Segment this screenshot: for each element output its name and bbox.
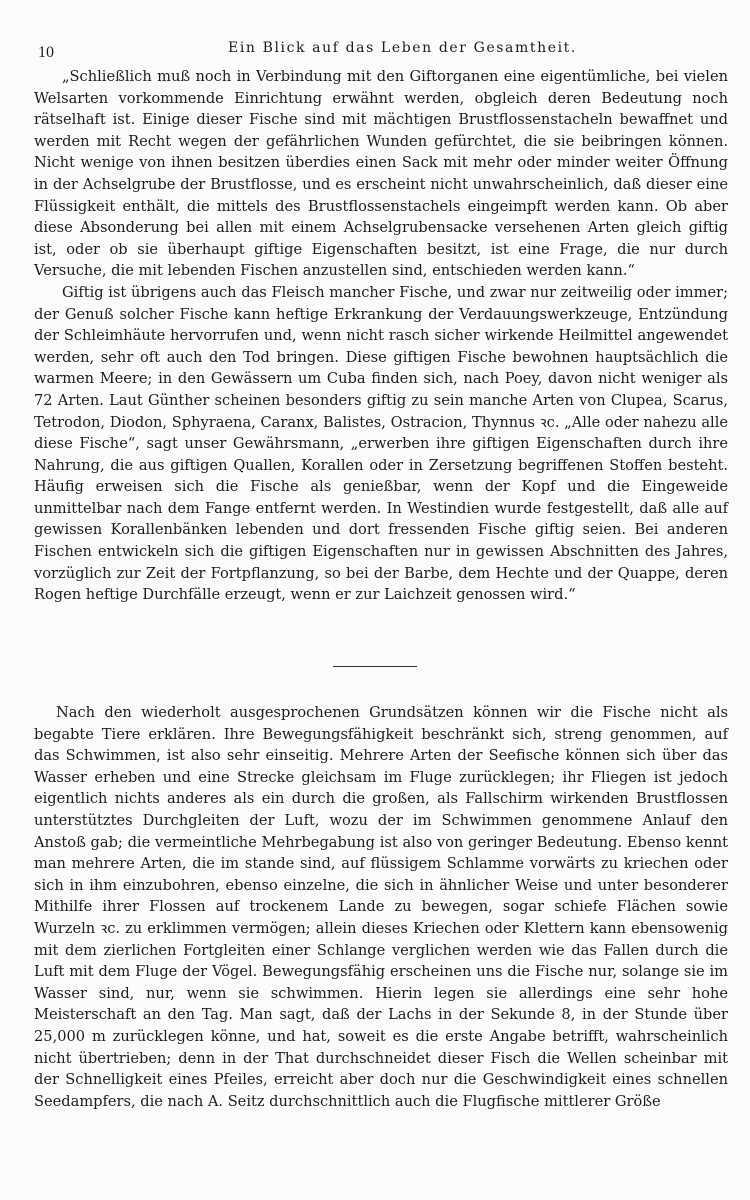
paragraph: Giftig ist übrigens auch das Fleisch mancher Fische, und zwar nur zeitweilig oder immer; der Genuß solcher Fische kann heftige Erkrankung der Verdauungswerkzeuge, Entzündung der Schleimhäute hervorrufen und, wenn nicht rasch sicher wirkende Heilmittel angewendet werden, sehr oft auch den Tod bringen. Diese giftigen Fische bewohnen hauptsächlich die warmen Meere; in den Gewässern um Cuba finden sich, nach Poey, davon nicht weniger als 72 Arten. Laut Günther scheinen besonders giftig zu sein manche Arten von Clupea, Scarus, Tetrodon, Diodon, Sphyraena, Caranx, Balistes, Ostracion, Thynnus ꝛc. „Alle oder nahezu alle diese Fische“, sagt unser Gewährsmann, „erwerben ihre giftigen Eigenschaften durch ihre Nahrung, die aus giftigen Quallen, Korallen oder in Zersetzung begriffenen Stoffen besteht. Häufig erweisen sich die Fische als genießbar, wenn der Kopf und die Eingeweide unmittelbar nach dem Fange entfernt werden. In Westindien wurde festgestellt, daß alle auf gewissen Korallenbänken lebenden und dort fressenden Fische giftig seien. Bei anderen Fischen entwickeln sich die giftigen Eigenschaften nur in gewissen Abschnitten des Jahres, vorzüglich zur Zeit der Fortpflanzung, so bei der Barbe, dem Hechte und der Quappe, deren Rogen heftige Durchfälle erzeugt, wenn er zur Laichzeit genossen wird.“ — [34, 283, 728, 604]
quoted-section — [34, 66, 728, 606]
paragraph: Nach den wiederholt ausgesprochenen Grundsätzen können wir die Fische nicht als begabte Tiere erklären. Ihre Bewegungsfähigkeit beschränkt sich, streng genommen, auf das Schwimmen, ist also sehr einseitig. Mehrere Arten der Seefische können sich über das Wasser erheben und eine Strecke gleichsam im Fluge zurücklegen; ihr Fliegen ist jedoch eigentlich nichts anderes als ein durch die großen, als Fallschirm wirkenden Brustflossen unterstütztes Durchgleiten der Luft, wozu der im Schwimmen genommene Anlauf den Anstoß gab; die vermeintliche Mehrbegabung ist also von geringer Bedeutung. Ebenso kennt man mehrere Arten, die im stande sind, auf flüssigem Schlamme vorwärts zu kriechen oder sich in ihm einzubohren, ebenso einzelne, die sich in ähnlicher Weise und unter besonderer Mithilfe ihrer Flossen auf trockenem Lande zu bewegen, sogar schiefe Flächen sowie Wurzeln ꝛc. zu erklimmen vermögen; allein dieses Kriechen oder Klettern kann ebensowenig mit dem zierlichen Fortgleiten einer Schlange verglichen werden wie das Fallen durch die Luft mit dem Fluge der Vögel. Bewegungsfähig erscheinen uns die Fische nur, solange sie im Wasser sind, nur, wenn sie schwimmen. Hierin legen sie allerdings eine sehr hohe Meisterschaft an den Tag. Man sagt, daß der Lachs in der Sekunde 8, in der Stunde über 25,000 m zurücklegen könne, und hat, soweit es die erste Angabe betrifft, wahrscheinlich nicht übertrieben; denn in der That durchschneidet dieser Fisch die Wellen scheinbar mit der Schnelligkeit eines Pfeiles, erreicht aber doch nur die Geschwindigkeit eines schnellen Seedampfers, die nach A. Seitz durchschnittlich auch die Flugfische mittlerer Größe — [34, 704, 728, 1110]
section-divider — [333, 666, 417, 667]
paragraph: „Schließlich muß noch in Verbindung mit den Giftorganen eine eigentümliche, bei vielen Welsarten vorkommende Einrichtung erwähnt werden, obgleich deren Bedeutung noch rätselhaft ist. Einige dieser Fische sind mit mächtigen Brustflossenstacheln bewaffnet und werden mit Recht wegen der gefährlichen Wunden gefürchtet, die sie beibringen können. Nicht wenige von ihnen besitzen überdies einen Sack mit mehr oder minder weiter Öffnung in der Achselgrube der Brustflosse, und es erscheint nicht unwahrscheinlich, daß dieser eine Flüssigkeit enthält, die mittels des Brustflossenstachels eingeimpft werden kann. Ob aber diese Absonderung bei allen mit einem Achselgrubensacke versehenen Arten gleich giftig ist, oder ob sie überhaupt giftige Eigenschaften besitzt, ist eine Frage, die nur durch Versuche, die mit lebenden Fischen anzustellen sind, entschieden werden kann.“ — [34, 68, 728, 280]
main-section — [34, 702, 728, 1112]
page-header — [38, 40, 720, 64]
page-number: 10 — [38, 44, 54, 61]
running-head: Ein Blick auf das Leben der Gesamtheit. — [228, 40, 577, 56]
